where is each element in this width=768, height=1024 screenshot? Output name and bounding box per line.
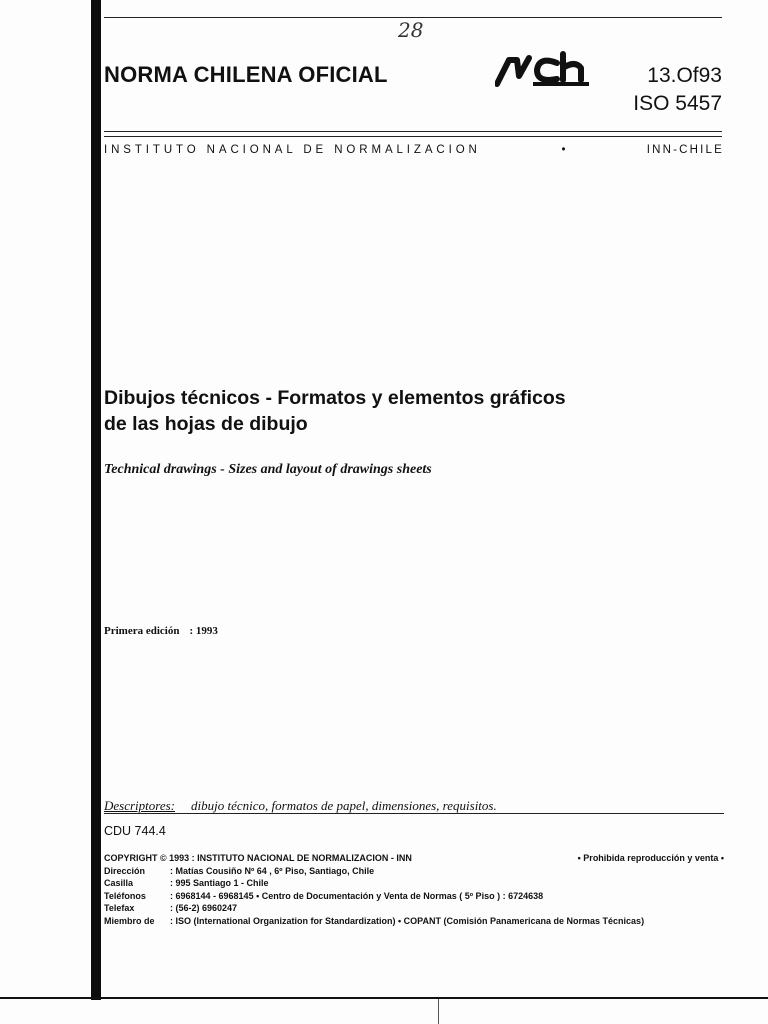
institute-name: INSTITUTO NACIONAL DE NORMALIZACION	[104, 144, 481, 156]
info-value: : 995 Santiago 1 - Chile	[170, 878, 269, 888]
title-es-line-2: de las hojas de dibujo	[104, 413, 308, 435]
handwritten-number: 28	[398, 18, 424, 42]
header-rule	[104, 131, 722, 132]
info-key: Telefax	[104, 903, 135, 913]
info-value: : ISO (International Organization for Standardization) • COPANT (Comisión Panamericana de Normas Técnicas)	[170, 915, 645, 926]
descriptors-value: dibujo técnico, formatos de papel, dimensiones, requisitos.	[191, 798, 497, 813]
descriptors	[104, 798, 497, 814]
prohibited-notice: • Prohibida reproducción y venta •	[577, 853, 724, 863]
bottom-rule	[0, 997, 768, 999]
copyright-row	[104, 852, 724, 865]
publisher-info	[104, 852, 724, 927]
info-key: Teléfonos	[104, 890, 146, 901]
institute-short-name: INN-CHILE	[646, 144, 724, 156]
institute-line	[104, 144, 724, 156]
info-key: Dirección	[104, 865, 146, 876]
nch-logo	[495, 50, 591, 90]
header-rule-double	[104, 136, 722, 137]
info-value: : (56-2) 6960247	[170, 903, 238, 913]
edition	[104, 625, 218, 637]
bottom-tick	[438, 999, 439, 1024]
document-title-en: Technical drawings - Sizes and layout of drawings sheets	[104, 462, 432, 477]
standard-code-iso: ISO 5457	[633, 92, 722, 115]
info-value: : Matías Cousiño Nº 64 , 6º Piso, Santiago, Chile	[170, 865, 375, 876]
info-value: : 6968144 - 6968145 • Centro de Documentación y Venta de Normas ( 5º Piso ) : 6724638	[170, 890, 544, 901]
descriptors-label: Descriptores:	[104, 798, 176, 813]
header-title: NORMA CHILENA OFICIAL	[104, 62, 388, 87]
title-es-line-1: Dibujos técnicos - Formatos y elementos gráficos	[104, 387, 566, 409]
standard-code	[626, 62, 722, 118]
info-row-phones	[104, 890, 724, 903]
institute-bullet: •	[561, 144, 566, 156]
info-row-member	[104, 915, 724, 928]
info-row-address	[104, 865, 724, 878]
cdu-code: CDU 744.4	[104, 824, 166, 838]
standard-code-nch: 13.Of93	[647, 64, 722, 87]
copyright-text: COPYRIGHT © 1993 : INSTITUTO NACIONAL DE NORMALIZACION - INN	[104, 853, 412, 863]
info-key: Miembro de	[104, 915, 155, 926]
descriptors-rule	[104, 813, 724, 814]
info-row-po-box	[104, 877, 724, 890]
edition-value: : 1993	[189, 625, 218, 637]
binding-bar	[91, 0, 101, 1000]
info-key: Casilla	[104, 878, 134, 888]
info-row-fax	[104, 902, 724, 915]
document-title-es	[104, 385, 704, 437]
edition-label: Primera edición	[104, 625, 180, 637]
